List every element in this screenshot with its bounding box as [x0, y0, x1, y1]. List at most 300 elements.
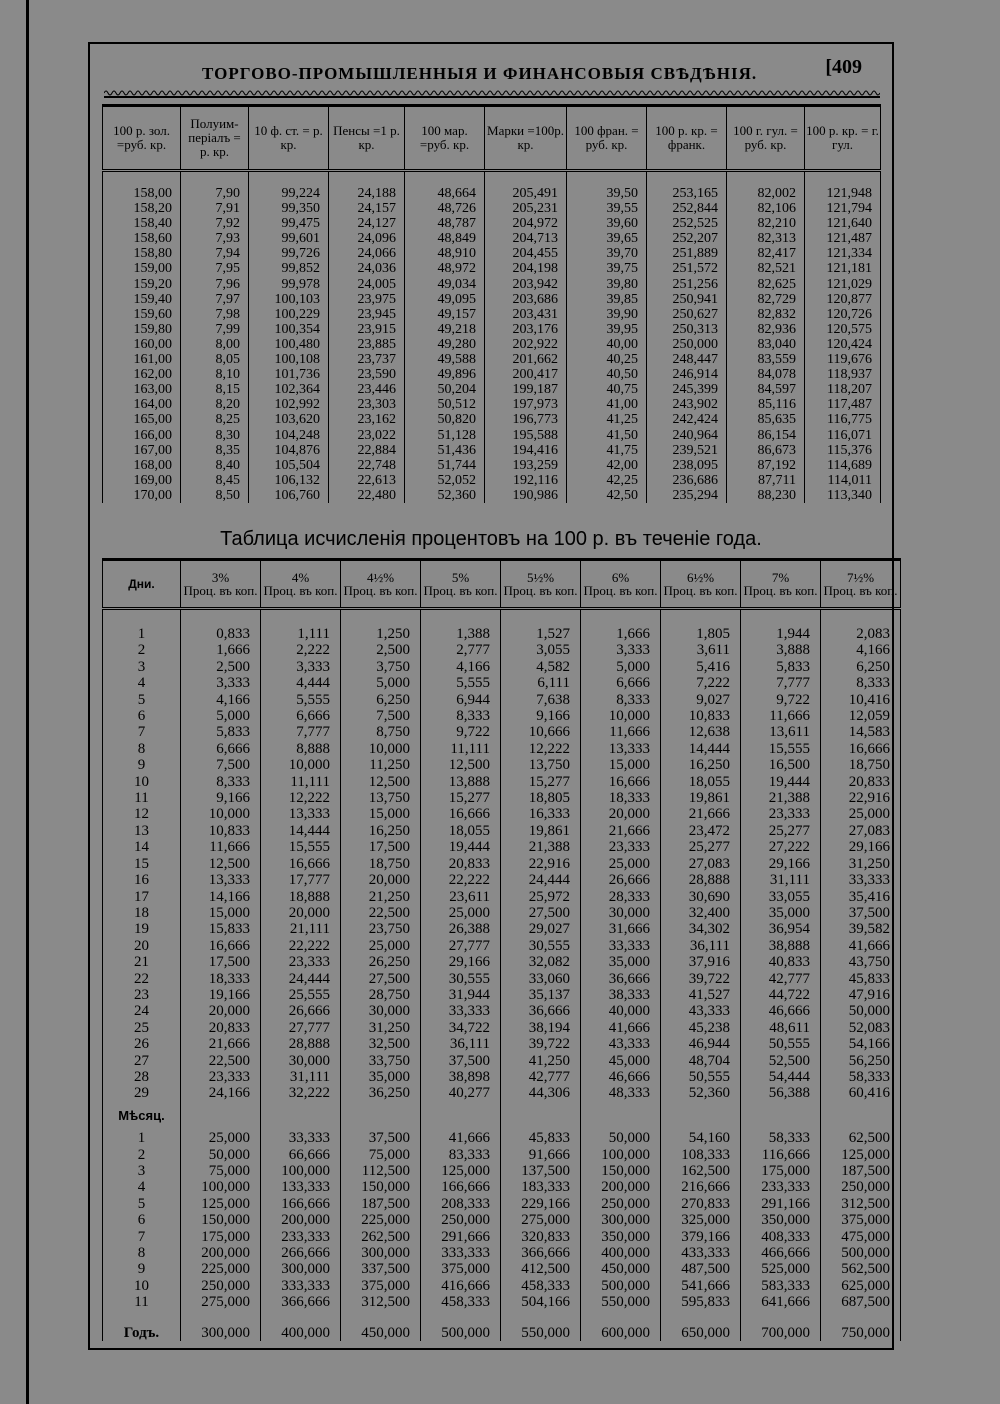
table-cell: 49,896 — [405, 367, 485, 382]
rate-label: 7% — [771, 570, 790, 585]
table-cell: 21,666 — [581, 823, 661, 839]
table-cell: 133,333 — [261, 1179, 341, 1195]
table-cell: 13,333 — [581, 741, 661, 757]
rate-sub-label: Проц. въ коп. — [663, 583, 738, 598]
table-cell: 200,000 — [261, 1212, 341, 1228]
table-cell: 23,611 — [421, 889, 501, 905]
table-cell: 42,777 — [741, 971, 821, 987]
table-row — [103, 1003, 901, 1019]
table-row — [103, 216, 881, 231]
table-cell: 99,224 — [249, 171, 329, 202]
table-cell: 119,676 — [805, 352, 881, 367]
table-cell: 159,00 — [103, 261, 181, 276]
exchange-table — [102, 104, 881, 503]
table-cell: 15,555 — [741, 741, 821, 757]
table-cell: 24,127 — [329, 216, 405, 231]
table-cell: 246,914 — [647, 367, 727, 382]
table-cell: 300,000 — [261, 1261, 341, 1277]
table-cell: 28,333 — [581, 889, 661, 905]
table-cell: 118,207 — [805, 382, 881, 397]
exchange-column-header: 100 г. гул. = руб. кр. — [727, 106, 805, 171]
table-cell: 106,760 — [249, 488, 329, 503]
table-cell: 7,777 — [741, 675, 821, 691]
table-cell: 8,35 — [181, 443, 249, 458]
table-cell: 2,500 — [181, 659, 261, 675]
row-label: 18 — [103, 905, 181, 921]
table-cell: 50,820 — [405, 412, 485, 427]
table-cell: 54,160 — [661, 1130, 741, 1146]
table-cell: 203,431 — [485, 307, 567, 322]
table-cell: 26,388 — [421, 921, 501, 937]
table-cell: 121,640 — [805, 216, 881, 231]
table-cell: 337,500 — [341, 1261, 421, 1277]
table-cell: 56,250 — [821, 1053, 901, 1069]
table-cell: 235,294 — [647, 488, 727, 503]
table-cell: 22,916 — [501, 856, 581, 872]
interest-table — [102, 558, 901, 1341]
table-cell: 15,277 — [501, 774, 581, 790]
table-cell: 300,000 — [341, 1245, 421, 1261]
rate-label: 4% — [291, 570, 310, 585]
row-label: 9 — [103, 1261, 181, 1277]
table-row — [103, 307, 881, 322]
table-cell: 2,777 — [421, 642, 501, 658]
table-cell: 41,25 — [567, 412, 647, 427]
table-row — [103, 692, 901, 708]
table-cell: 36,666 — [581, 971, 661, 987]
table-cell: 24,157 — [329, 201, 405, 216]
row-label: 15 — [103, 856, 181, 872]
table-cell: 32,400 — [661, 905, 741, 921]
rate-sub-label: Проц. въ коп. — [583, 583, 658, 598]
table-cell: 58,333 — [741, 1130, 821, 1146]
table-cell: 8,50 — [181, 488, 249, 503]
table-cell: 23,737 — [329, 352, 405, 367]
table-cell: 91,666 — [501, 1147, 581, 1163]
table-cell: 17,500 — [181, 954, 261, 970]
table-cell: 200,000 — [181, 1245, 261, 1261]
rate-sub-label: Проц. въ коп. — [423, 583, 498, 598]
empty-cell — [501, 1102, 581, 1130]
rate-column-header — [181, 560, 261, 609]
table-cell: 0,833 — [181, 609, 261, 643]
table-cell: 350,000 — [581, 1229, 661, 1245]
table-cell: 7,94 — [181, 246, 249, 261]
table-row — [103, 277, 881, 292]
table-cell: 600,000 — [581, 1311, 661, 1341]
table-cell: 24,066 — [329, 246, 405, 261]
table-cell: 49,588 — [405, 352, 485, 367]
table-cell: 20,000 — [341, 872, 421, 888]
row-label: 2 — [103, 1147, 181, 1163]
table-cell: 75,000 — [341, 1147, 421, 1163]
table-cell: 33,333 — [581, 938, 661, 954]
table-cell: 650,000 — [661, 1311, 741, 1341]
table-cell: 49,034 — [405, 277, 485, 292]
table-cell: 229,166 — [501, 1196, 581, 1212]
table-cell: 23,162 — [329, 412, 405, 427]
table-row — [103, 724, 901, 740]
row-label: 12 — [103, 806, 181, 822]
table-cell: 7,500 — [341, 708, 421, 724]
table-cell: 42,777 — [501, 1069, 581, 1085]
table-cell: 687,500 — [821, 1294, 901, 1310]
table-cell: 250,000 — [181, 1278, 261, 1294]
table-cell: 99,350 — [249, 201, 329, 216]
exchange-column-header: Пенсы =1 р. кр. — [329, 106, 405, 171]
table-cell: 300,000 — [581, 1212, 661, 1228]
table-cell: 275,000 — [501, 1212, 581, 1228]
table-cell: 56,388 — [741, 1085, 821, 1101]
empty-cell — [821, 1102, 901, 1130]
table-row — [103, 790, 901, 806]
table-cell: 239,521 — [647, 443, 727, 458]
row-label: Годъ. — [103, 1311, 181, 1341]
month-section-row — [103, 1102, 901, 1130]
table-cell: 165,00 — [103, 412, 181, 427]
table-cell: 42,00 — [567, 458, 647, 473]
empty-cell — [581, 1102, 661, 1130]
table-cell: 3,333 — [581, 642, 661, 658]
table-cell: 21,111 — [261, 921, 341, 937]
table-cell: 3,055 — [501, 642, 581, 658]
table-cell: 49,157 — [405, 307, 485, 322]
table-cell: 300,000 — [181, 1311, 261, 1341]
table-cell: 1,666 — [581, 609, 661, 643]
exchange-body — [103, 171, 881, 503]
table-cell: 13,888 — [421, 774, 501, 790]
table-cell: 248,447 — [647, 352, 727, 367]
interest-body — [103, 609, 901, 1342]
table-cell: 5,416 — [661, 659, 741, 675]
table-cell: 48,849 — [405, 231, 485, 246]
row-label: 3 — [103, 1163, 181, 1179]
table-cell: 6,944 — [421, 692, 501, 708]
table-cell: 18,333 — [581, 790, 661, 806]
table-cell: 23,022 — [329, 428, 405, 443]
table-cell: 251,889 — [647, 246, 727, 261]
table-cell: 50,000 — [181, 1147, 261, 1163]
table-cell: 23,303 — [329, 397, 405, 412]
table-cell: 20,000 — [181, 1003, 261, 1019]
table-cell: 39,75 — [567, 261, 647, 276]
table-cell: 238,095 — [647, 458, 727, 473]
table-cell: 37,916 — [661, 954, 741, 970]
table-cell: 15,000 — [181, 905, 261, 921]
rate-label: 7½% — [846, 570, 875, 585]
table-cell: 170,00 — [103, 488, 181, 503]
table-cell: 16,333 — [501, 806, 581, 822]
table-cell: 27,222 — [741, 839, 821, 855]
table-cell: 87,711 — [727, 473, 805, 488]
table-cell: 84,597 — [727, 382, 805, 397]
table-cell: 158,60 — [103, 231, 181, 246]
table-row — [103, 741, 901, 757]
table-cell: 99,601 — [249, 231, 329, 246]
table-cell: 583,333 — [741, 1278, 821, 1294]
table-cell: 39,50 — [567, 171, 647, 202]
table-row — [103, 659, 901, 675]
table-cell: 400,000 — [581, 1245, 661, 1261]
table-cell: 48,611 — [741, 1020, 821, 1036]
table-cell: 17,500 — [341, 839, 421, 855]
table-cell: 6,250 — [341, 692, 421, 708]
table-cell: 137,500 — [501, 1163, 581, 1179]
table-cell: 9,027 — [661, 692, 741, 708]
table-cell: 192,116 — [485, 473, 567, 488]
table-cell: 252,844 — [647, 201, 727, 216]
table-cell: 8,00 — [181, 337, 249, 352]
table-cell: 121,334 — [805, 246, 881, 261]
table-cell: 108,333 — [661, 1147, 741, 1163]
table-cell: 2,222 — [261, 642, 341, 658]
table-cell: 52,052 — [405, 473, 485, 488]
row-label: 11 — [103, 790, 181, 806]
row-label: 7 — [103, 1229, 181, 1245]
table-cell: 625,000 — [821, 1278, 901, 1294]
table-cell: 159,40 — [103, 292, 181, 307]
table-cell: 4,582 — [501, 659, 581, 675]
exchange-column-header: Марки =100р. кр. — [485, 106, 567, 171]
table-cell: 54,444 — [741, 1069, 821, 1085]
table-row — [103, 1036, 901, 1052]
table-cell: 11,666 — [741, 708, 821, 724]
table-cell: 450,000 — [341, 1311, 421, 1341]
rate-sub-label: Проц. въ коп. — [743, 583, 818, 598]
table-cell: 49,095 — [405, 292, 485, 307]
table-row — [103, 412, 881, 427]
table-cell: 17,777 — [261, 872, 341, 888]
table-cell: 116,775 — [805, 412, 881, 427]
table-cell: 25,000 — [181, 1130, 261, 1146]
row-label: 28 — [103, 1069, 181, 1085]
table-row — [103, 954, 901, 970]
table-cell: 204,455 — [485, 246, 567, 261]
table-cell: 21,666 — [181, 1036, 261, 1052]
table-cell: 408,333 — [741, 1229, 821, 1245]
table-cell: 19,166 — [181, 987, 261, 1003]
table-cell: 15,555 — [261, 839, 341, 855]
table-cell: 25,000 — [581, 856, 661, 872]
table-cell: 51,128 — [405, 428, 485, 443]
table-row — [103, 261, 881, 276]
table-cell: 37,500 — [821, 905, 901, 921]
table-cell: 8,45 — [181, 473, 249, 488]
table-cell: 166,666 — [421, 1179, 501, 1195]
table-row — [103, 921, 901, 937]
table-cell: 83,559 — [727, 352, 805, 367]
table-cell: 20,000 — [581, 806, 661, 822]
table-cell: 46,944 — [661, 1036, 741, 1052]
table-cell: 333,333 — [421, 1245, 501, 1261]
table-cell: 450,000 — [581, 1261, 661, 1277]
table-cell: 48,704 — [661, 1053, 741, 1069]
row-label: 26 — [103, 1036, 181, 1052]
table-row — [103, 1163, 901, 1179]
table-cell: 175,000 — [181, 1229, 261, 1245]
page-title: ТОРГОВО-ПРОМЫШЛЕННЫЯ И ФИНАНСОВЫЯ СВѢДѢНІЯ. — [202, 64, 758, 83]
table-cell: 23,333 — [581, 839, 661, 855]
table-cell: 25,000 — [821, 806, 901, 822]
table-row — [103, 458, 881, 473]
table-cell: 400,000 — [261, 1311, 341, 1341]
row-label: 10 — [103, 774, 181, 790]
table-cell: 26,666 — [581, 872, 661, 888]
table-cell: 37,500 — [341, 1130, 421, 1146]
table-cell: 50,512 — [405, 397, 485, 412]
table-cell: 48,787 — [405, 216, 485, 231]
table-cell: 23,472 — [661, 823, 741, 839]
table-cell: 39,582 — [821, 921, 901, 937]
table-cell: 10,666 — [501, 724, 581, 740]
table-cell: 11,111 — [421, 741, 501, 757]
table-cell: 39,85 — [567, 292, 647, 307]
table-cell: 120,575 — [805, 322, 881, 337]
table-cell: 8,15 — [181, 382, 249, 397]
table-cell: 28,750 — [341, 987, 421, 1003]
table-cell: 8,10 — [181, 367, 249, 382]
table-cell: 11,111 — [261, 774, 341, 790]
table-cell: 15,000 — [581, 757, 661, 773]
table-cell: 7,92 — [181, 216, 249, 231]
table-cell: 40,50 — [567, 367, 647, 382]
table-cell: 46,666 — [741, 1003, 821, 1019]
table-cell: 121,181 — [805, 261, 881, 276]
table-cell: 7,90 — [181, 171, 249, 202]
table-cell: 250,313 — [647, 322, 727, 337]
table-row — [103, 488, 881, 503]
table-cell: 6,666 — [261, 708, 341, 724]
table-cell: 7,777 — [261, 724, 341, 740]
table-cell: 204,972 — [485, 216, 567, 231]
table-cell: 13,333 — [261, 806, 341, 822]
table-cell: 14,583 — [821, 724, 901, 740]
table-cell: 24,444 — [261, 971, 341, 987]
table-cell: 250,941 — [647, 292, 727, 307]
table-cell: 7,98 — [181, 307, 249, 322]
rate-label: 6% — [611, 570, 630, 585]
table-cell: 5,000 — [581, 659, 661, 675]
table-cell: 14,166 — [181, 889, 261, 905]
table-cell: 190,986 — [485, 488, 567, 503]
table-cell: 10,416 — [821, 692, 901, 708]
table-cell: 82,832 — [727, 307, 805, 322]
page-frame — [88, 42, 898, 1350]
table-cell: 150,000 — [341, 1179, 421, 1195]
table-cell: 4,166 — [181, 692, 261, 708]
table-cell: 117,487 — [805, 397, 881, 412]
table-cell: 40,000 — [581, 1003, 661, 1019]
table-cell: 15,000 — [341, 806, 421, 822]
table-cell: 243,902 — [647, 397, 727, 412]
table-row — [103, 889, 901, 905]
table-cell: 82,417 — [727, 246, 805, 261]
table-cell: 1,666 — [181, 642, 261, 658]
table-cell: 25,277 — [741, 823, 821, 839]
table-cell: 36,111 — [661, 938, 741, 954]
row-label: 21 — [103, 954, 181, 970]
table-cell: 8,40 — [181, 458, 249, 473]
table-row — [103, 428, 881, 443]
table-row — [103, 1311, 901, 1341]
table-cell: 18,333 — [181, 971, 261, 987]
table-cell: 12,222 — [501, 741, 581, 757]
table-cell: 35,000 — [341, 1069, 421, 1085]
table-row — [103, 201, 881, 216]
table-cell: 158,00 — [103, 171, 181, 202]
empty-cell — [741, 1102, 821, 1130]
table-cell: 1,527 — [501, 609, 581, 643]
table-row — [103, 806, 901, 822]
table-cell: 13,333 — [181, 872, 261, 888]
table-cell: 82,936 — [727, 322, 805, 337]
table-cell: 125,000 — [181, 1196, 261, 1212]
days-column-header: Дни. — [103, 560, 181, 609]
table-cell: 112,500 — [341, 1163, 421, 1179]
table-cell: 27,777 — [261, 1020, 341, 1036]
table-cell: 50,204 — [405, 382, 485, 397]
row-label: 6 — [103, 708, 181, 724]
table-cell: 51,436 — [405, 443, 485, 458]
table-cell: 242,424 — [647, 412, 727, 427]
table-cell: 12,500 — [421, 757, 501, 773]
rate-column-header — [581, 560, 661, 609]
table-cell: 275,000 — [181, 1294, 261, 1310]
table-cell: 39,722 — [501, 1036, 581, 1052]
table-cell: 35,137 — [501, 987, 581, 1003]
table-cell: 8,05 — [181, 352, 249, 367]
table-cell: 325,000 — [661, 1212, 741, 1228]
table-cell: 7,638 — [501, 692, 581, 708]
table-cell: 10,000 — [341, 741, 421, 757]
table-cell: 115,376 — [805, 443, 881, 458]
table-cell: 23,885 — [329, 337, 405, 352]
exchange-column-header: 100 мар. =руб. кр. — [405, 106, 485, 171]
table-cell: 20,000 — [261, 905, 341, 921]
table-row — [103, 367, 881, 382]
table-cell: 253,165 — [647, 171, 727, 202]
table-cell: 8,888 — [261, 741, 341, 757]
table-cell: 99,475 — [249, 216, 329, 231]
table-cell: 203,686 — [485, 292, 567, 307]
table-cell: 3,888 — [741, 642, 821, 658]
table-cell: 99,852 — [249, 261, 329, 276]
table-row — [103, 872, 901, 888]
table-cell: 458,333 — [421, 1294, 501, 1310]
table-row — [103, 971, 901, 987]
table-cell: 38,898 — [421, 1069, 501, 1085]
table-cell: 82,106 — [727, 201, 805, 216]
table-row — [103, 382, 881, 397]
table-cell: 18,055 — [421, 823, 501, 839]
table-cell: 54,166 — [821, 1036, 901, 1052]
wavy-divider — [104, 88, 880, 98]
table-row — [103, 1085, 901, 1101]
table-cell: 49,218 — [405, 322, 485, 337]
table-row — [103, 856, 901, 872]
table-cell: 31,111 — [261, 1069, 341, 1085]
table-cell: 8,333 — [181, 774, 261, 790]
page-number: [409 — [825, 56, 862, 78]
row-label: 1 — [103, 609, 181, 643]
table-row — [103, 1130, 901, 1146]
table-cell: 150,000 — [181, 1212, 261, 1228]
table-cell: 166,666 — [261, 1196, 341, 1212]
rate-column-header — [421, 560, 501, 609]
table-cell: 22,500 — [341, 905, 421, 921]
table-row — [103, 642, 901, 658]
empty-cell — [661, 1102, 741, 1130]
